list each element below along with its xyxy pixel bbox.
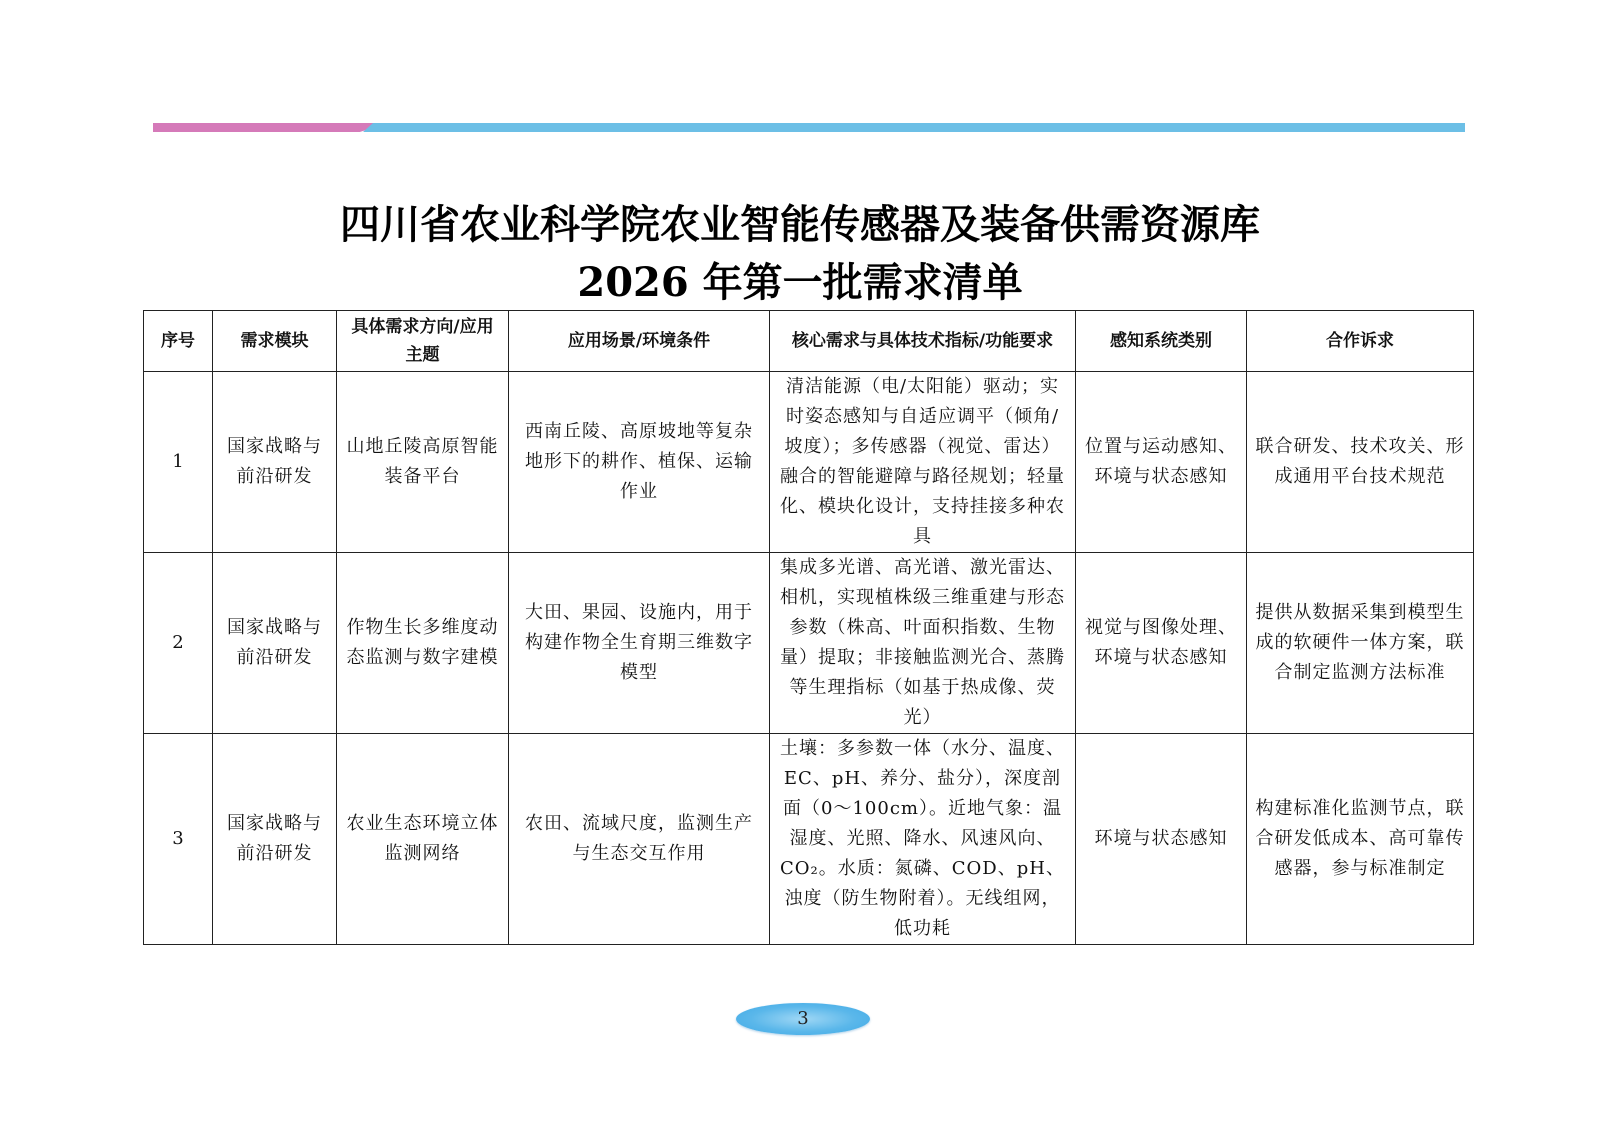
cell-scene: 西南丘陵、高原坡地等复杂地形下的耕作、植保、运输作业: [509, 372, 770, 553]
cell-cooperation: 构建标准化监测节点，联合研发低成本、高可靠传感器，参与标准制定: [1247, 734, 1474, 945]
cell-no: 1: [144, 372, 213, 553]
header-band-blue: [363, 123, 1465, 132]
cell-perception: 环境与状态感知: [1076, 734, 1247, 945]
header-topic: 具体需求方向/应用主题: [337, 311, 509, 372]
header-module: 需求模块: [213, 311, 337, 372]
header-color-band: [153, 123, 1465, 132]
table-row: [144, 553, 1474, 734]
header-perception: 感知系统类别: [1076, 311, 1247, 372]
cell-topic: 山地丘陵高原智能装备平台: [337, 372, 509, 553]
table-header-row: [144, 311, 1474, 372]
header-no: 序号: [144, 311, 213, 372]
cell-topic: 作物生长多维度动态监测与数字建模: [337, 553, 509, 734]
cell-core: 集成多光谱、高光谱、激光雷达、相机，实现植株级三维重建与形态参数（株高、叶面积指数、生物量）提取；非接触监测光合、蒸腾等生理指标（如基于热成像、荧光）: [770, 553, 1076, 734]
cell-core: 土壤：多参数一体（水分、温度、EC、pH、养分、盐分），深度剖面（0～100cm）。近地气象：温湿度、光照、降水、风速风向、CO₂。水质：氮磷、COD、pH、浊度（防生物附着）。无线组网，低功耗: [770, 734, 1076, 945]
page-number-badge: 3: [736, 1003, 870, 1035]
table-row: [144, 734, 1474, 945]
cell-module: 国家战略与前沿研发: [213, 734, 337, 945]
cell-no: 2: [144, 553, 213, 734]
header-core: 核心需求与具体技术指标/功能要求: [770, 311, 1076, 372]
cell-perception: 位置与运动感知、环境与状态感知: [1076, 372, 1247, 553]
cell-no: 3: [144, 734, 213, 945]
table-row: [144, 372, 1474, 553]
cell-perception: 视觉与图像处理、环境与状态感知: [1076, 553, 1247, 734]
cell-module: 国家战略与前沿研发: [213, 553, 337, 734]
cell-scene: 大田、果园、设施内，用于构建作物全生育期三维数字模型: [509, 553, 770, 734]
header-scene: 应用场景/环境条件: [509, 311, 770, 372]
cell-scene: 农田、流域尺度，监测生产与生态交互作用: [509, 734, 770, 945]
header-cooperation: 合作诉求: [1247, 311, 1474, 372]
title-line-2: 2026 年第一批需求清单: [577, 259, 1023, 306]
cell-cooperation: 提供从数据采集到模型生成的软硬件一体方案，联合制定监测方法标准: [1247, 553, 1474, 734]
title-line-1: 四川省农业科学院农业智能传感器及装备供需资源库: [340, 201, 1260, 248]
cell-module: 国家战略与前沿研发: [213, 372, 337, 553]
cell-topic: 农业生态环境立体监测网络: [337, 734, 509, 945]
demand-table: [143, 310, 1474, 945]
document-title: [0, 196, 1600, 312]
cell-cooperation: 联合研发、技术攻关、形成通用平台技术规范: [1247, 372, 1474, 553]
header-band-pink: [153, 123, 388, 132]
cell-core: 清洁能源（电/太阳能）驱动；实时姿态感知与自适应调平（倾角/坡度）；多传感器（视觉、雷达）融合的智能避障与路径规划；轻量化、模块化设计，支持挂接多种农具: [770, 372, 1076, 553]
